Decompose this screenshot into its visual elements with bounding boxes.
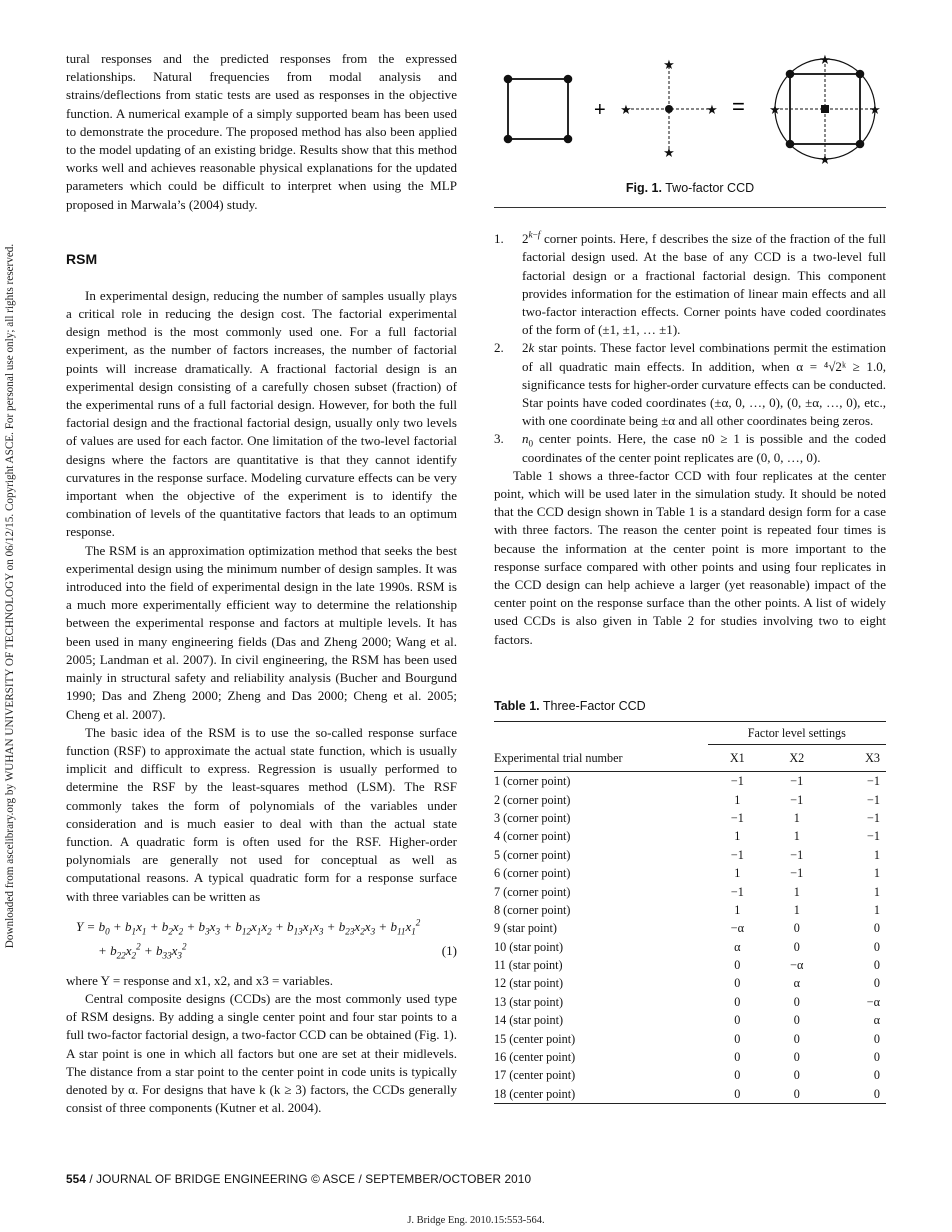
- svg-text:★: ★: [869, 103, 881, 118]
- equation-number: (1): [441, 942, 457, 958]
- table-discussion-paragraph: Table 1 shows a three-factor CCD with four replicates at the center point, which will be used later in the simulation study. It should be noted that the CCD design shown in Table 1 is a standard design form for a case with three factors. The reason the center point is repeated four times is because the information at the center point is more important to the response surface compared with other points and using four replicates in the CCD design can help achieve a larger (yet reasonable) impact of the center point on the response surface than the other points. A list of widely used CCDs is also given in Table 2 for studies involving two to eight factors.: [494, 467, 886, 647]
- table-row: 14 (star point) 0 0 α: [494, 1013, 880, 1028]
- table-row: 12 (star point) 0 α 0: [494, 976, 880, 991]
- table-row: 5 (corner point) −1 −1 1: [494, 847, 880, 862]
- table-row: 16 (center point) 0 0 0: [494, 1050, 880, 1065]
- table-row: 7 (corner point) −1 1 1: [494, 884, 880, 899]
- figure-1: [494, 54, 886, 169]
- equation-1: $Y = b_0 + b_1x_1 + b_2x_2 + b_3x_3 + b_{12}x_1x_2 + b_{13}x_1x_3 + b_{23}x_2x_3 + b_{11}x_1^2$ + $b_{22}x_2^2 + b_{33}x_3^2$ (1): [76, 917, 457, 961]
- ccd-components-list: [494, 230, 886, 467]
- rsm-paragraph-5: Central composite designs (CCDs) are the most commonly used type of RSM designs. By adding a single center point and four star points to a full two-factor factorial design, a two-factor CCD can be obtained (Fig. 1). A star point is one in which all factors but one are set at their midlevels. The distance from a star point to the center point in code units is typically denoted by α. For designs that have k (k ≥ 3) factors, the CCDs generally consist of three components (Kutner et al. 2004).: [66, 990, 457, 1116]
- equals-symbol: =: [732, 94, 745, 119]
- ccd-diagram: [494, 54, 886, 169]
- table-row: 3 (corner point) −1 1 −1: [494, 810, 880, 825]
- table-row: 4 (corner point) 1 1 −1: [494, 829, 880, 844]
- table-row: 8 (corner point) 1 1 1: [494, 902, 880, 917]
- col-x1: X1: [708, 745, 767, 772]
- table-row: 1 (corner point) −1 −1 −1: [494, 774, 880, 789]
- svg-text:★: ★: [819, 153, 831, 168]
- rsm-paragraph-2: The RSM is an approximation optimization method that seeks the best experimental design using the minimum number of design samples. It was introduced into the field of experimental design in the late 1990s. RSM is a much more experimentally efficient way to determine the relationship between the experimental response and factors at multiple levels. It has been used in many engineering fields (Das and Zheng 2000; Wang et al. 2005; Landman et al. 2007). In civil engineering, the RSM has been used mainly in structural safety and reliability analysis (Bucher and Bourgund 1990; Das and Zheng 2000; Zheng and Das 2000; Cheng et al. 2005; Cheng et al. 2007).: [66, 542, 457, 722]
- ccd-table: [494, 721, 886, 1104]
- citation-line: J. Bridge Eng. 2010.15:553-564.: [407, 1215, 545, 1226]
- rsm-paragraph-4: where Y = response and x1, x2, and x3 = variables.: [66, 972, 334, 988]
- group-header: Factor level settings: [708, 722, 886, 745]
- list-item: 1. $2^{k-f}$ corner points. Here, f describes the size of the fraction of the full factorial design used. At the base of any CCD is a two-level full factorial design or a fractional factorial design. This component provides information for the estimation of linear main effects and all two-factor interaction effects. Corner points have coded coordinates of the form of (±1, ±1, … ±1).: [494, 229, 887, 338]
- table-row: 6 (corner point) 1 −1 1: [494, 866, 880, 881]
- rsm-paragraph-3: The basic idea of the RSM is to use the so-called response surface function (RSF) to approximate the actual state function, which is usually implicit and difficult to express. Regression is usually performed to determine the RSF by the least-squares method (LSM). The RSF commonly takes the form of polynomials of the variables under consideration and is much easier to deal with than the actual state function. A quadratic form is often used for the RSF. Higher-order polynomials are generally not used for conceptual as well as computational reasons. A typical quadratic form for a response surface with three variables can be written as: [66, 724, 457, 904]
- right-column: [494, 50, 886, 1104]
- left-column: [66, 50, 457, 1117]
- table-row: 10 (star point) α 0 0: [494, 939, 880, 954]
- list-item: 3. $n_0$ center points. Here, the case n0 ≥ 1 is possible and the coded coordinates of the center point replicates are (0, 0, …, 0).: [494, 431, 886, 465]
- plus-symbol: +: [594, 99, 606, 121]
- svg-text:★: ★: [706, 103, 718, 118]
- section-heading: RSM: [66, 250, 98, 267]
- figure-caption: Fig. 1. Two-factor CCD: [494, 179, 886, 208]
- svg-text:★: ★: [620, 103, 632, 118]
- star-center-point: [665, 105, 673, 113]
- corner-points: [504, 75, 573, 144]
- table-row: 18 (center point) 0 0 0: [494, 1085, 886, 1104]
- table-row: 15 (center point) 0 0 0: [494, 1031, 880, 1046]
- list-item: 2. 2k star points. These factor level combinations permit the estimation of all quadratic main effects. In addition, when α = ⁴√2ᵏ ≥ 1.0, significance tests for higher-order curvature effects can be conducted. Star points have coded coordinates (±α, 0, …, 0), (0, ±α, …, 0), etc., with one coordinate being ±α and all other coordinates being zeros.: [494, 340, 886, 429]
- svg-text:★: ★: [663, 58, 675, 73]
- svg-text:★: ★: [663, 146, 675, 161]
- svg-text:★: ★: [819, 54, 831, 68]
- table-row: 9 (star point) −α 0 0: [494, 921, 880, 936]
- table-row: 17 (center point) 0 0 0: [494, 1068, 880, 1083]
- factorial-square: [508, 79, 568, 139]
- table-row: 2 (corner point) 1 −1 −1: [494, 792, 880, 807]
- intro-paragraph: tural responses and the predicted responses from the expressed relationships. Natural frequencies from modal analysis and strains/deflections from static tests are used as responses in the objective function. A numerical example of a simply supported beam has been used to demonstrate the procedure. The proposed method has also been applied to the model updating of an existing bridge. Results show that this method works well and achieves reasonable physical explanations for the updated parameters which could be difficult to interpret when using the MLP proposed in Marwala’s (2004) study.: [66, 51, 457, 212]
- page-footer: 554 / JOURNAL OF BRIDGE ENGINEERING © ASCE / SEPTEMBER/OCTOBER 2010: [66, 1172, 532, 1186]
- rsm-paragraph-1: In experimental design, reducing the number of samples usually plays a critical role in reducing the design cost. The factorial experimental design method is the most commonly used one. For a full factorial experiment, as the number of factors increases, the number of factorial points will increase dramatically. A fractional factorial design is an experimental design consisting of a carefully chosen subset (fraction) of the experimental runs of a full factorial design. However, for both the full factorial design and the fractional factorial design, usually only two levels of values are used for each factor. One limitation of the two-level factorial designs where the factors are quantitative is that they cannot identify curvatures in the response surface. Modeling curvature effects can be very important when the objective of the experiment is to identify the combination of levels of the quantitative factors that leads to an optimum response.: [66, 287, 457, 540]
- table-title: Table 1. Three-Factor CCD: [494, 698, 646, 713]
- col-trial: Experimental trial number: [494, 745, 708, 772]
- svg-text:★: ★: [769, 103, 781, 118]
- table-row: 13 (star point) 0 0 −α: [494, 994, 880, 1009]
- col-x2: X2: [767, 745, 826, 772]
- table-row: 11 (star point) 0 −α 0: [494, 958, 880, 973]
- download-watermark: Downloaded from ascelibrary.org by WUHAN UNIVERSITY OF TECHNOLOGY on 06/12/15. Copyright ASCE. For personal use only; all rights reserved.: [4, 243, 16, 949]
- col-x3: X3: [846, 745, 886, 772]
